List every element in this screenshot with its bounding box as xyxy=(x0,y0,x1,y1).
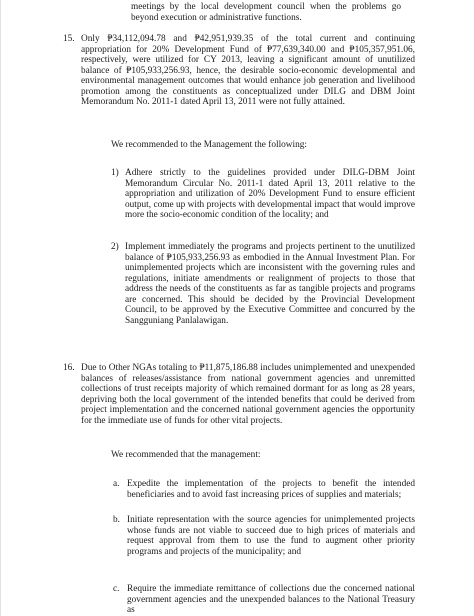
continued-paragraph: meetings by the local development council when the problems go beyond execution or administrative functions. xyxy=(131,2,401,23)
item-16-number: 16. xyxy=(63,363,75,373)
item-15-number: 15. xyxy=(63,34,75,44)
item-16-rec-c-label: c. xyxy=(113,584,120,594)
item-15-paragraph: Only ₱34,112,094.78 and ₱42,951,939.35 of the total current and continuing appropriation for 20% Development Fund of ₱77,639,340.00 and ₱105,357,951.06, respectively, were utilized for CY 2013, leaving a significant amount of unutilized balance of ₱105,933,256.93, hence, the desirable socio-economic developmental and environmental management outcomes that would enhance job generation and livelihood promotion among the constituents as conceptualized under DILG and DBM Joint Memorandum No. 2011-1 dated April 13, 2011 were not fully attained. xyxy=(81,34,415,107)
item-16-rec-c-text: Require the immediate remittance of collections due the concerned national government agencies and the unexpended balances to the National Treasury as xyxy=(127,584,415,615)
item-16-recommendation-intro: We recommended that the management: xyxy=(111,450,261,460)
item-16-paragraph: Due to Other NGAs totaling to ₱11,875,186.88 includes unimplemented and unexpended balances of releases/assistance from national government agencies and unremitted collections of trust receipts majority of which remained dormant for as long as 28 years, depriving both the local government of the intended benefits that could be derived from project implementation and the concerned national government agencies the opportunity for the immediate use of funds for other vital projects. xyxy=(81,363,415,426)
item-15-rec-1-label: 1) xyxy=(111,168,119,178)
item-15-rec-2-text: Implement immediately the programs and projects pertinent to the unutilized balance of ₱105,933,256.93 as embodied in the Annual Investment Plan. For unimplemented projects which are inconsistent with the governing rules and regulations, initiate amendments or realignment of projects to those that address the needs of the constituents as far as tangible projects and programs are concerned. This should be decided by the Provincial Development Council, to be approved by the Executive Committee and concurred by the Sangguniang Panlalawigan. xyxy=(125,242,415,326)
item-15-rec-2-label: 2) xyxy=(111,242,119,252)
item-16-rec-a-text: Expedite the implementation of the projects to benefit the intended beneficiaries and to avoid fast increasing prices of supplies and materials; xyxy=(127,479,415,500)
item-16-rec-a-label: a. xyxy=(113,479,120,489)
item-16-rec-b-label: b. xyxy=(113,515,120,525)
item-15-recommendation-intro: We recommended to the Management the following: xyxy=(111,140,307,150)
item-15-rec-1-text: Adhere strictly to the guidelines provided under DILG-DBM Joint Memorandum Circular No. 2011-1 dated April 13, 2011 relative to the appropriation and utilization of 20% Development Fund to ensure efficient output, come up with projects with developmental impact that would improve more the socio-economic condition of the locality; and xyxy=(125,168,415,220)
item-16-rec-b-text: Initiate representation with the source agencies for unimplemented projects whose funds are not viable to succeed due to high prices of materials and request approval from them to use the fund to augment other priority programs and projects of the municipality; and xyxy=(127,515,415,557)
